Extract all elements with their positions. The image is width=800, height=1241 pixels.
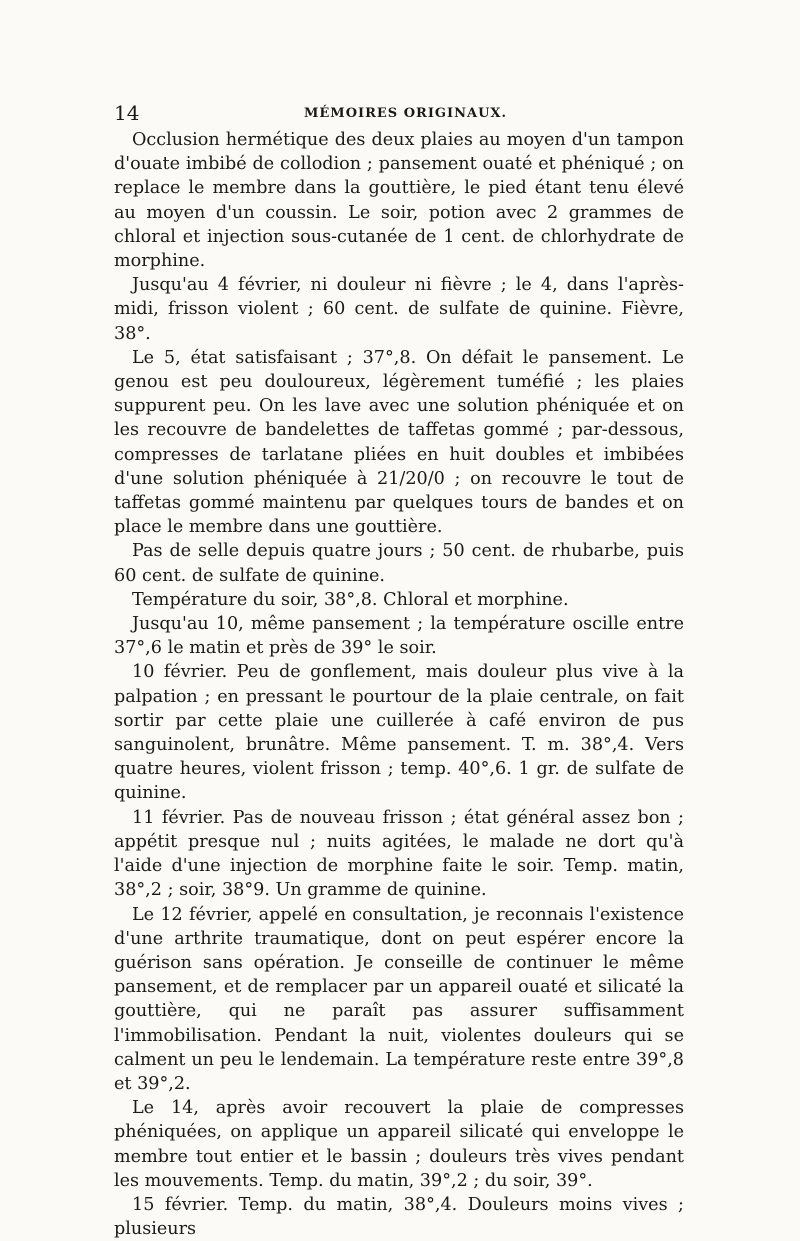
paragraph: Le 12 février, appelé en consultation, je reconnais l'existence d'une arthrite traumatique, dont on peut espérer encore la guérison sans opération. Je conseille de continuer le même pansement, et de remplacer par un appareil ouaté et silicaté la gouttière, qui ne paraît pas assurer suffisamment l'immobilisation. Pendant la nuit, violentes douleurs qui se calment un peu le lendemain. La température reste entre 39°,8 et 39°,2.: [114, 904, 684, 1094]
paragraph: Occlusion hermétique des deux plaies au moyen d'un tampon d'ouate imbibé de collodion ; pansement ouaté et phéniqué ; on replace le membre dans la gouttière, le pied étant tenu élevé au moyen d'un coussin. Le soir, potion avec 2 grammes de chloral et injection sous-cutanée de 1 cent. de chlorhydrate de morphine.: [114, 130, 684, 272]
paragraph: Le 14, après avoir recouvert la plaie de compresses phéniquées, on applique un appareil silicaté qui enveloppe le membre tout entier et le bassin ; douleurs très vives pendant les mouvements. Temp. du matin, 39°,2 ; du soir, 39°.: [114, 1098, 684, 1191]
paragraph: Jusqu'au 4 février, ni douleur ni fièvre ; le 4, dans l'après-midi, frisson violent ; 60 cent. de sulfate de quinine. Fièvre, 38°.: [114, 275, 684, 344]
paragraph: 11 février. Pas de nouveau frisson ; état général assez bon ; appétit presque nul ; nuits agitées, le malade ne dort qu'à l'aide d'une injection de morphine faite le soir. Temp. matin, 38°,2 ; soir, 38°9. Un gramme de quinine.: [114, 807, 684, 901]
running-title: MÉMOIRES ORIGINAUX.: [304, 106, 508, 121]
paragraph: Température du soir, 38°,8. Chloral et morphine.: [132, 589, 569, 610]
body-text: [114, 128, 684, 1241]
document-page: [114, 98, 684, 1241]
page-number: 14: [114, 101, 140, 125]
paragraph: Le 5, état satisfaisant ; 37°,8. On défait le pansement. Le genou est peu douloureux, légèrement tuméfié ; les plaies suppurent peu. On les lave avec une solution phéniquée et on les recouvre de bandelettes de taffetas gommé ; par-dessous, compresses de tarlatane pliées en huit doubles et imbibées d'une solution phéniquée à 21/20/0 ; on recouvre le tout de taffetas gommé maintenu par quelques tours de bandes et on place le membre dans une gouttière.: [114, 347, 684, 538]
paragraph: Jusqu'au 10, même pansement ; la température oscille entre 37°,6 le matin et près de 39° le soir.: [114, 614, 684, 659]
page-header: [114, 98, 684, 128]
paragraph: 15 février. Temp. du matin, 38°,4. Douleurs moins vives ; plusieurs: [114, 1194, 684, 1240]
paragraph: Pas de selle depuis quatre jours ; 50 cent. de rhubarbe, puis 60 cent. de sulfate de quinine.: [114, 541, 684, 586]
paragraph: 10 février. Peu de gonflement, mais douleur plus vive à la palpation ; en pressant le pourtour de la plaie centrale, on fait sortir par cette plaie une cuillerée à café environ de pus sanguinolent, brunâtre. Même pansement. T. m. 38°,4. Vers quatre heures, violent frisson ; temp. 40°,6. 1 gr. de sulfate de quinine.: [114, 662, 684, 804]
